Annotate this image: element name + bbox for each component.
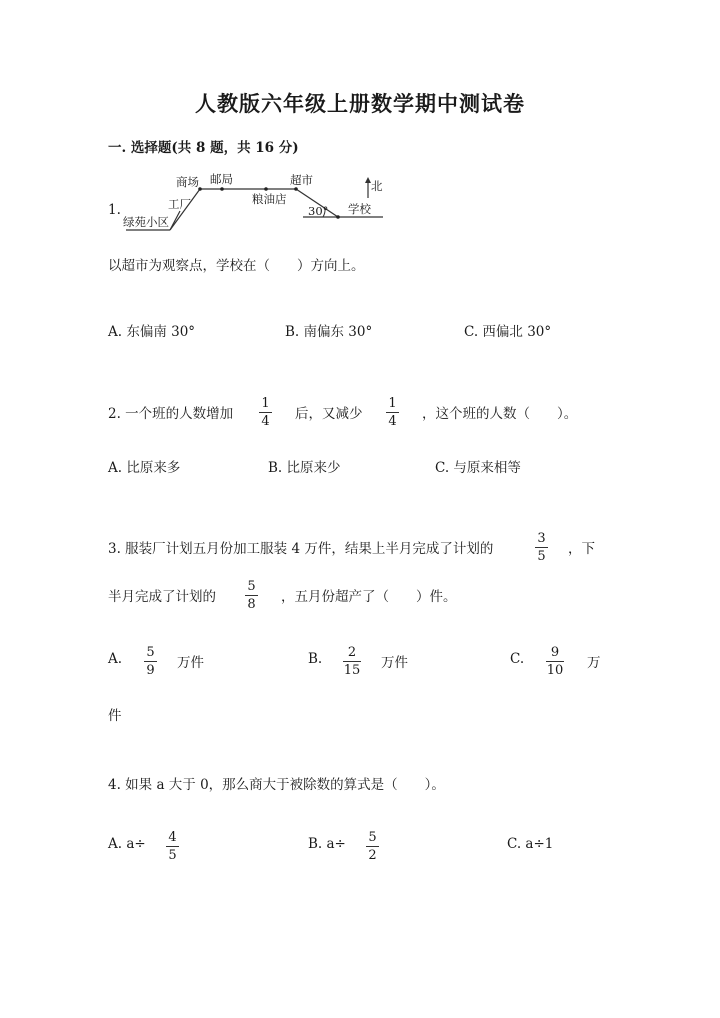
q2-option-a: A. 比原来多 bbox=[108, 460, 181, 476]
q3-option-b-unit: 万件 bbox=[381, 655, 408, 671]
q4-option-b-fraction bbox=[366, 830, 379, 863]
point-xuexiao bbox=[336, 215, 340, 219]
q3-text-part1: 3. 服装厂计划五月份加工服装 4 万件，结果上半月完成了计划的 bbox=[108, 541, 494, 557]
q1-option-a: A. 东偏南 30° bbox=[108, 324, 196, 340]
q3-text-part3: 半月完成了计划的 bbox=[108, 589, 216, 605]
q1-number: 1. bbox=[108, 202, 121, 218]
point-liangyoudian bbox=[264, 187, 268, 191]
label-xuexiao: 学校 bbox=[348, 202, 371, 216]
point-youju bbox=[220, 187, 224, 191]
q2-option-b: B. 比原来少 bbox=[268, 460, 341, 476]
q3-optA-den: 9 bbox=[146, 663, 155, 678]
q3-optB-den: 15 bbox=[343, 663, 361, 678]
label-chaoshi: 超市 bbox=[290, 173, 313, 187]
q3-option-a-label: A. bbox=[108, 651, 123, 667]
q3-frac2-den: 8 bbox=[247, 597, 256, 612]
q2-frac2-den: 4 bbox=[388, 414, 397, 429]
q4-optB-num: 5 bbox=[368, 830, 377, 845]
q3-text-part4: ，五月份超产了（ ）件。 bbox=[281, 589, 457, 605]
q2-frac1-den: 4 bbox=[261, 414, 270, 429]
q3-option-b-label: B. bbox=[308, 651, 323, 667]
q4-option-a-fraction bbox=[166, 830, 179, 863]
q2-text-part2: 后，又减少 bbox=[295, 406, 363, 422]
q3-optC-num: 9 bbox=[550, 645, 560, 660]
q3-optB-num: 2 bbox=[347, 645, 357, 660]
q1-stem: 以超市为观察点，学校在（ ）方向上。 bbox=[108, 258, 365, 274]
q3-option-c-unit-wrap: 件 bbox=[108, 708, 122, 724]
point-chaoshi bbox=[294, 187, 298, 191]
page-title: 人教版六年级上册数学期中测试卷 bbox=[195, 91, 525, 116]
q3-option-c-unit: 万 bbox=[587, 655, 601, 671]
label-angle: 30° bbox=[308, 204, 329, 218]
q4-optA-den: 5 bbox=[168, 848, 177, 863]
q3-option-c-label: C. bbox=[510, 651, 525, 667]
q3-option-b-fraction bbox=[343, 645, 361, 678]
q2-option-c: C. 与原来相等 bbox=[435, 460, 521, 476]
q2-text-part3: ，这个班的人数（ ）。 bbox=[422, 406, 578, 422]
q3-option-a-fraction bbox=[144, 645, 157, 678]
label-lvyuan: 绿苑小区 bbox=[123, 215, 169, 229]
q3-fraction-1 bbox=[535, 531, 548, 564]
section-heading: 一. 选择题(共 8 题，共 16 分) bbox=[108, 140, 299, 156]
q3-optC-den: 10 bbox=[546, 663, 564, 678]
q3-option-a-unit: 万件 bbox=[177, 655, 204, 671]
q4-option-a-label: A. a÷ bbox=[108, 836, 146, 852]
q4-option-c: C. a÷1 bbox=[507, 836, 554, 852]
q1-option-c: C. 西偏北 30° bbox=[464, 324, 552, 340]
q3-optA-num: 5 bbox=[146, 645, 155, 660]
q4-option-b-label: B. a÷ bbox=[308, 836, 346, 852]
q3-frac2-num: 5 bbox=[247, 579, 256, 594]
q2-fraction-2 bbox=[386, 396, 399, 429]
q3-option-c-fraction bbox=[546, 645, 564, 678]
q3-frac1-num: 3 bbox=[537, 531, 546, 546]
label-shangchang: 商场 bbox=[176, 175, 199, 189]
label-youju: 邮局 bbox=[210, 172, 233, 186]
q1-map-diagram bbox=[118, 170, 393, 236]
label-gongchang: 工厂 bbox=[168, 197, 191, 211]
road-gongchang-branch bbox=[170, 211, 180, 230]
q4-optB-den: 2 bbox=[368, 848, 377, 863]
q4-stem: 4. 如果 a 大于 0，那么商大于被除数的算式是（ ）。 bbox=[108, 777, 445, 793]
q2-frac1-num: 1 bbox=[261, 396, 270, 411]
label-north: 北 bbox=[371, 179, 383, 193]
q4-optA-num: 4 bbox=[168, 830, 177, 845]
q2-text-part1: 2. 一个班的人数增加 bbox=[108, 406, 234, 422]
q2-fraction-1 bbox=[259, 396, 272, 429]
q3-fraction-2 bbox=[245, 579, 258, 612]
q2-frac2-num: 1 bbox=[388, 396, 397, 411]
q3-frac1-den: 5 bbox=[537, 549, 546, 564]
q1-option-b: B. 南偏东 30° bbox=[285, 324, 373, 340]
q3-text-part2: ，下 bbox=[568, 541, 595, 557]
label-liangyoudian: 粮油店 bbox=[252, 192, 287, 206]
